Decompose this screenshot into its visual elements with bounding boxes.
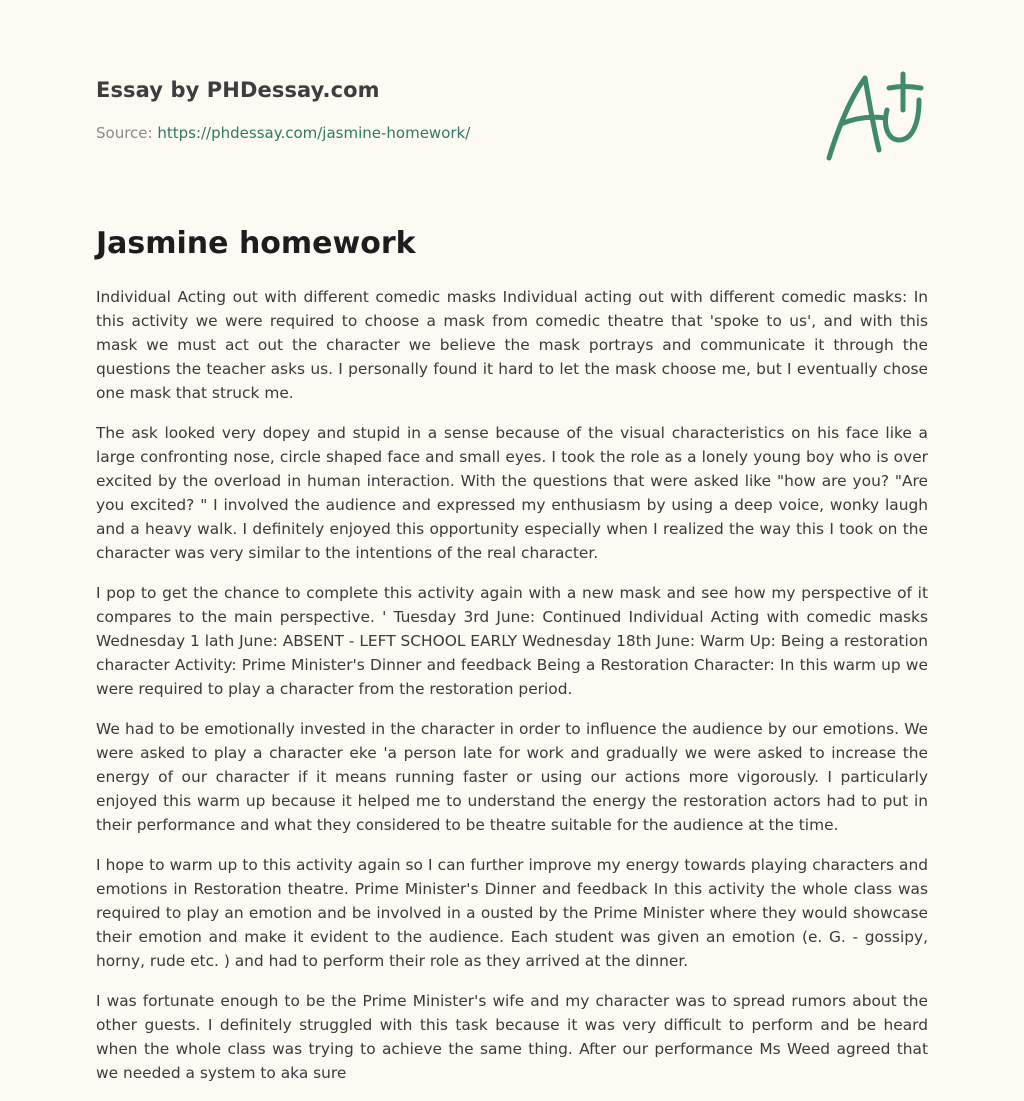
source-label: Source:	[96, 124, 158, 142]
paragraph: I was fortunate enough to be the Prime Minister's wife and my character was to spread rumors about the other guests. I definitely struggled with this task because it was very difficult to perform and be heard when the whole class was trying to achieve the same thing. After our performance Ms Weed agreed that we needed a system to aka sure	[96, 992, 928, 1082]
paragraph: I pop to get the chance to complete this activity again with a new mask and see how my perspective of it compares to the main perspective. ' Tuesday 3rd June: Continued Individual Acting with comedic masks Wednesday 1 lath June: ABSENT - LEFT SCHOOL EARLY Wednesday 18th June: Warm Up: Being a restoration character Activity: Prime Minister's Dinner and feedback Being a Restoration Character: In this warm up we were required to play a character from the restoration period.	[96, 584, 928, 698]
source-line	[96, 124, 470, 142]
paragraph: The ask looked very dopey and stupid in a sense because of the visual characteristics on his face like a large confronting nose, circle shaped face and small eyes. I took the role as a lonely young boy who is over excited by the overload in human interaction. With the questions that were asked like "how are you? "Are you excited? " I involved the audience and expressed my enthusiasm by using a deep voice, wonky laugh and a heavy walk. I definitely enjoyed this opportunity especially when I realized the way this I took on the character was very similar to the intentions of the real character.	[96, 424, 928, 562]
source-link[interactable]: https://phdessay.com/jasmine-homework/	[157, 124, 471, 142]
paragraph: I hope to warm up to this activity again so I can further improve my energy towards playing characters and emotions in Restoration theatre. Prime Minister's Dinner and feedback In this activity the whole class was required to play an emotion and be involved in a ousted by the Prime Minister where they would showcase their emotion and make it evident to the audience. Each student was given an emotion (e. G. - gossipy, horny, rude etc. ) and had to perform their role as they arrived at the dinner.	[96, 856, 928, 970]
site-brand: Essay by PHDessay.com	[96, 78, 380, 102]
a-plus-grade-icon	[823, 66, 929, 166]
paragraph: Individual Acting out with different comedic masks Individual acting out with different comedic masks: In this activity we were required to choose a mask from comedic theatre that 'spoke to us', and with this mask we must act out the character we believe the mask portrays and communicate it through the questions the teacher asks us. I personally found it hard to let the mask choose me, but I eventually chose one mask that struck me.	[96, 288, 928, 402]
paragraph: We had to be emotionally invested in the character in order to influence the audience by our emotions. We were asked to play a character eke 'a person late for work and gradually we were asked to increase the energy of our character if it means running faster or using our actions more vigorously. I particularly enjoyed this warm up because it helped me to understand the energy the restoration actors had to put in their performance and what they considered to be theatre suitable for the audience at the time.	[96, 720, 928, 834]
essay-body	[96, 285, 928, 1101]
essay-title: Jasmine homework	[96, 226, 416, 261]
